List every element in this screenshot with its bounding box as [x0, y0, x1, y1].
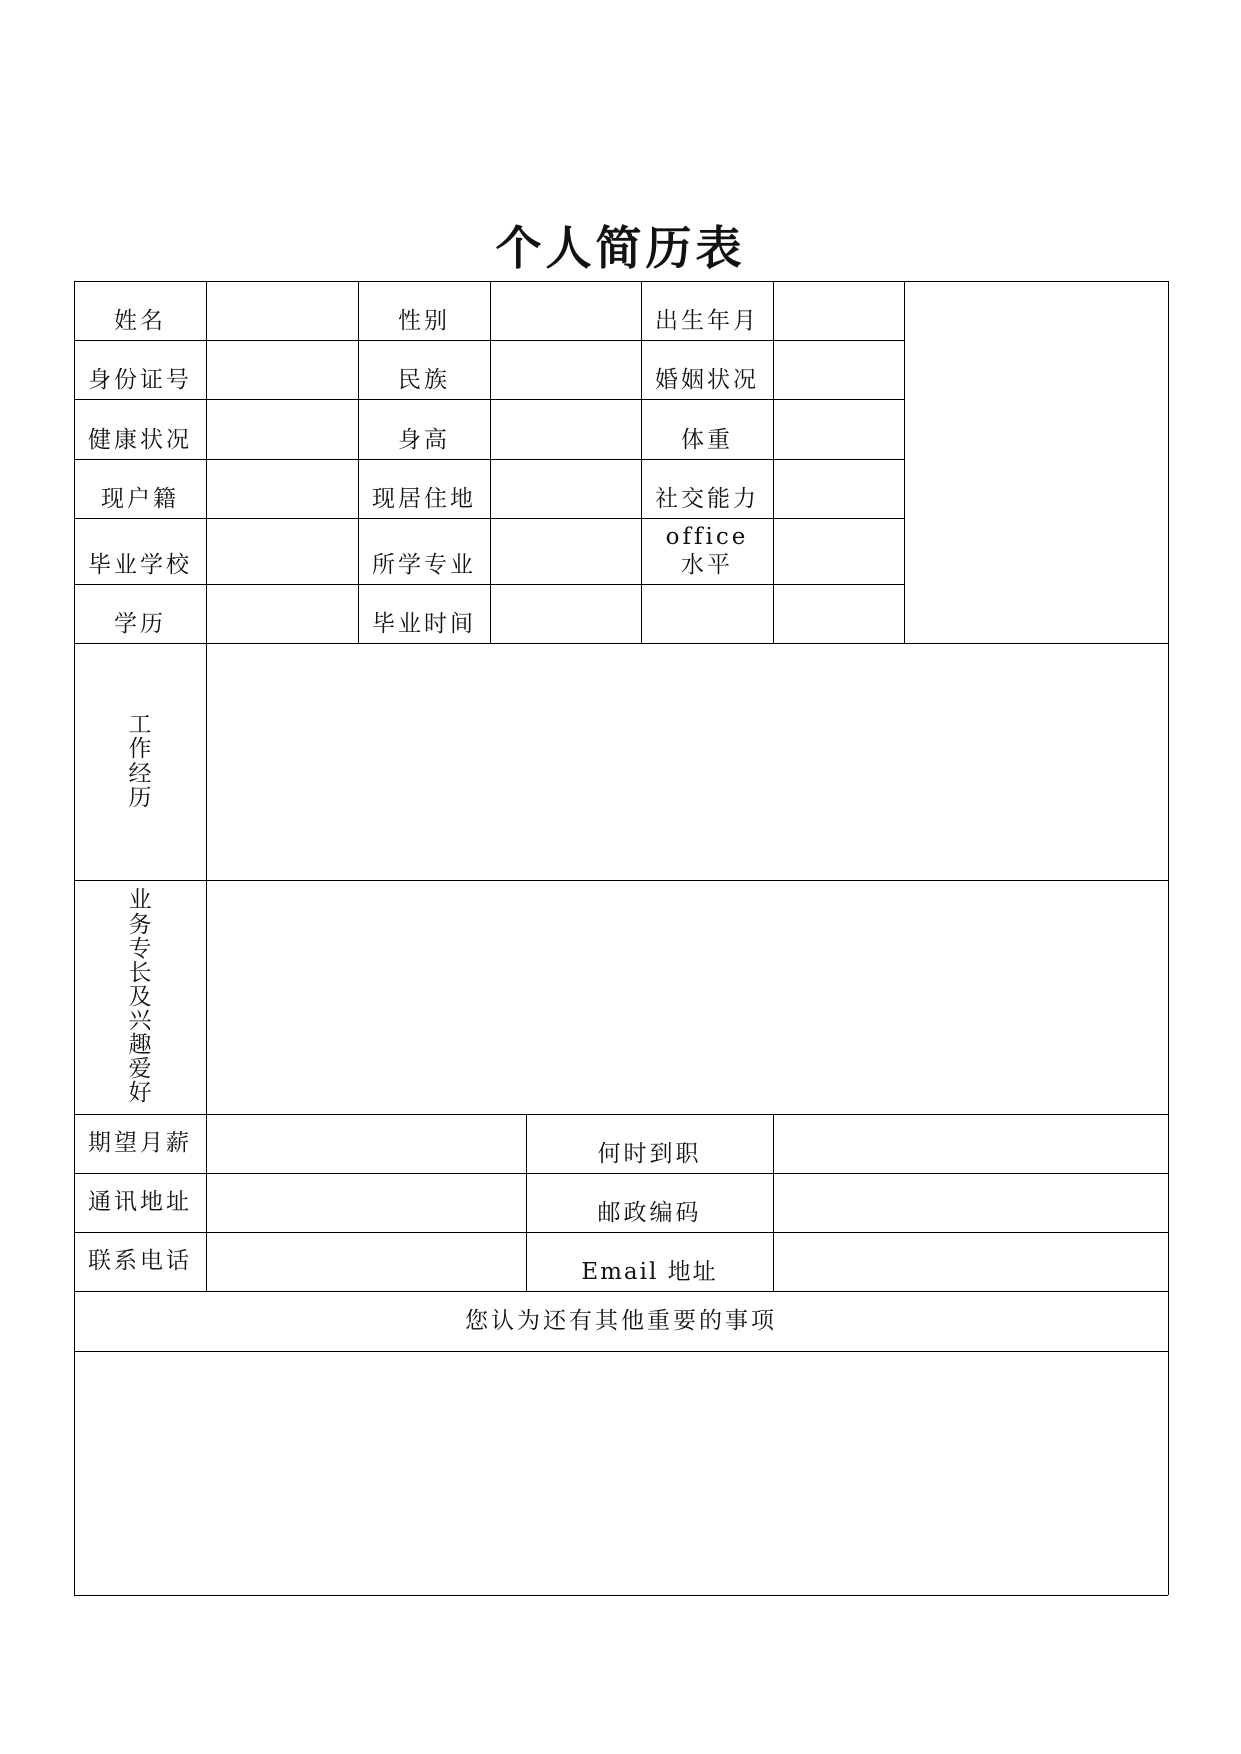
label-residence: 现居住地	[372, 486, 476, 513]
start-date-field[interactable]	[773, 1114, 1168, 1173]
label-grad-time: 毕业时间	[372, 611, 476, 638]
label-salary: 期望月薪	[88, 1130, 192, 1157]
page-title: 个人简历表	[495, 221, 746, 275]
work-experience-char: 历	[128, 784, 152, 811]
table-border-right	[1168, 281, 1169, 1595]
work-experience-char: 工	[128, 712, 152, 739]
label-education: 学历	[114, 611, 166, 638]
skills-char: 业	[128, 887, 152, 914]
label-ethnicity: 民族	[398, 367, 450, 394]
label-office-level	[641, 518, 773, 584]
label-birth: 出生年月	[655, 308, 759, 335]
work-experience-char: 作	[128, 736, 152, 763]
skills-char: 爱	[128, 1056, 152, 1083]
email-field[interactable]	[773, 1232, 1168, 1291]
label-postcode: 邮政编码	[597, 1200, 702, 1227]
label-address: 通讯地址	[88, 1189, 192, 1216]
marital-field[interactable]	[773, 340, 904, 399]
weight-field[interactable]	[773, 399, 904, 459]
other-matters-field[interactable]	[74, 1351, 1168, 1595]
gender-field[interactable]	[490, 281, 641, 340]
skills-hobbies-field[interactable]	[206, 880, 1168, 1114]
phone-field[interactable]	[206, 1232, 526, 1291]
label-start-date: 何时到职	[597, 1141, 702, 1168]
label-school: 毕业学校	[88, 552, 192, 579]
address-field[interactable]	[206, 1173, 526, 1232]
label-name: 姓名	[114, 308, 166, 335]
residence-field[interactable]	[490, 459, 641, 518]
label-marital: 婚姻状况	[655, 367, 759, 394]
label-gender: 性别	[398, 308, 450, 335]
health-field[interactable]	[206, 399, 358, 459]
skills-char: 及	[128, 983, 152, 1010]
label-office-line2: 水平	[681, 552, 733, 579]
education-field[interactable]	[206, 584, 358, 643]
office-level-field[interactable]	[773, 518, 904, 584]
work-experience-field[interactable]	[206, 643, 1168, 880]
label-skills-hobbies	[74, 880, 206, 1114]
school-field[interactable]	[206, 518, 358, 584]
work-experience-char: 经	[128, 760, 152, 787]
skills-char: 兴	[128, 1008, 152, 1035]
major-field[interactable]	[490, 518, 641, 584]
empty-label-cell	[641, 584, 773, 643]
resume-table	[74, 281, 1168, 1595]
name-field[interactable]	[206, 281, 358, 340]
label-other-matters: 您认为还有其他重要的事项	[465, 1307, 777, 1334]
empty-field-cell[interactable]	[773, 584, 904, 643]
salary-field[interactable]	[206, 1114, 526, 1173]
label-work-experience	[74, 643, 206, 880]
skills-char: 务	[128, 911, 152, 938]
skills-char: 趣	[128, 1032, 152, 1059]
hukou-field[interactable]	[206, 459, 358, 518]
postcode-field[interactable]	[773, 1173, 1168, 1232]
height-field[interactable]	[490, 399, 641, 459]
label-email: Email 地址	[581, 1259, 718, 1286]
skills-char: 专	[128, 935, 152, 962]
label-id-number: 身份证号	[88, 367, 192, 394]
grad-time-field[interactable]	[490, 584, 641, 643]
label-office-line1: office	[665, 523, 749, 550]
social-field[interactable]	[773, 459, 904, 518]
table-border-bottom	[74, 1595, 1168, 1596]
label-height: 身高	[398, 427, 450, 454]
skills-char: 长	[128, 959, 152, 986]
ethnicity-field[interactable]	[490, 340, 641, 399]
label-health: 健康状况	[88, 427, 192, 454]
label-social: 社交能力	[655, 486, 759, 513]
label-major: 所学专业	[372, 552, 476, 579]
skills-char: 好	[128, 1080, 152, 1107]
photo-area[interactable]	[905, 281, 1168, 643]
label-hukou: 现户籍	[101, 486, 179, 513]
label-phone: 联系电话	[88, 1248, 192, 1275]
label-weight: 体重	[681, 427, 733, 454]
birth-field[interactable]	[773, 281, 904, 340]
id-number-field[interactable]	[206, 340, 358, 399]
